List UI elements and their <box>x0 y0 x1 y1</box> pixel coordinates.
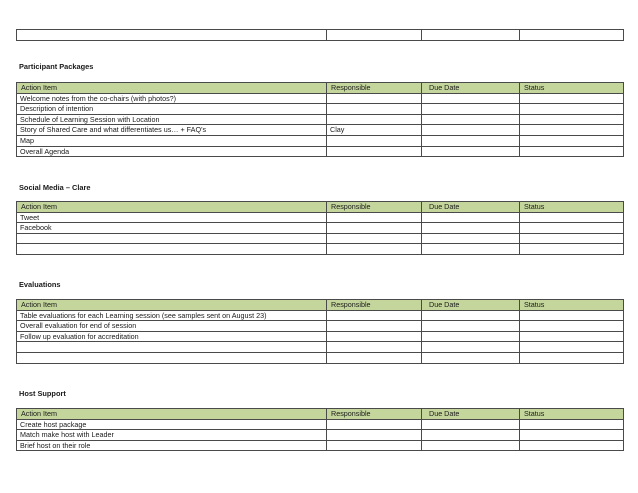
table-row <box>17 440 624 451</box>
due-date-cell <box>422 93 520 104</box>
table-row <box>17 233 624 244</box>
previous-table-tail <box>16 29 624 41</box>
action-item-cell: Story of Shared Care and what differentiates us… + FAQ’s <box>17 125 327 136</box>
responsible-cell <box>327 212 422 223</box>
table-cell <box>422 30 520 41</box>
header-status: Status <box>520 83 624 94</box>
due-date-cell <box>422 321 520 332</box>
responsible-cell <box>327 440 422 451</box>
action-item-cell: Brief host on their role <box>17 440 327 451</box>
status-cell <box>520 223 624 234</box>
table-row <box>17 146 624 157</box>
status-cell <box>520 419 624 430</box>
due-date-cell <box>422 331 520 342</box>
responsible-cell <box>327 342 422 353</box>
due-date-cell <box>422 223 520 234</box>
host-support-table <box>16 408 624 451</box>
responsible-cell <box>327 223 422 234</box>
action-item-cell: Tweet <box>17 212 327 223</box>
due-date-cell <box>422 430 520 441</box>
table-row <box>17 352 624 363</box>
action-item-cell <box>17 244 327 255</box>
action-item-cell: Create host package <box>17 419 327 430</box>
action-item-cell: Welcome notes from the co-chairs (with photos?) <box>17 93 327 104</box>
section-title-host-support: Host Support <box>19 389 66 398</box>
due-date-cell <box>422 135 520 146</box>
table-row <box>17 310 624 321</box>
evaluations-table <box>16 299 624 364</box>
status-cell <box>520 93 624 104</box>
table-header-row <box>17 202 624 213</box>
status-cell <box>520 440 624 451</box>
table-row <box>17 30 624 41</box>
header-responsible: Responsible <box>327 300 422 311</box>
header-due-date: Due Date <box>422 409 520 420</box>
status-cell <box>520 310 624 321</box>
due-date-cell <box>422 125 520 136</box>
action-item-cell: Overall evaluation for end of session <box>17 321 327 332</box>
status-cell <box>520 321 624 332</box>
table-row <box>17 223 624 234</box>
social-media-table <box>16 201 624 255</box>
table-row <box>17 419 624 430</box>
due-date-cell <box>422 212 520 223</box>
table-row <box>17 114 624 125</box>
action-item-cell <box>17 352 327 363</box>
header-action-item: Action Item <box>17 202 327 213</box>
responsible-cell <box>327 310 422 321</box>
table-row <box>17 342 624 353</box>
due-date-cell <box>422 310 520 321</box>
responsible-cell <box>327 146 422 157</box>
header-responsible: Responsible <box>327 409 422 420</box>
action-item-cell: Follow up evaluation for accreditation <box>17 331 327 342</box>
responsible-cell <box>327 135 422 146</box>
table-row <box>17 331 624 342</box>
table-row <box>17 135 624 146</box>
table-row <box>17 104 624 115</box>
due-date-cell <box>422 146 520 157</box>
due-date-cell <box>422 233 520 244</box>
status-cell <box>520 135 624 146</box>
responsible-cell <box>327 233 422 244</box>
status-cell <box>520 352 624 363</box>
status-cell <box>520 342 624 353</box>
header-status: Status <box>520 202 624 213</box>
header-action-item: Action Item <box>17 83 327 94</box>
action-item-cell: Schedule of Learning Session with Location <box>17 114 327 125</box>
responsible-cell <box>327 419 422 430</box>
status-cell <box>520 244 624 255</box>
table-header-row <box>17 300 624 311</box>
responsible-cell <box>327 352 422 363</box>
action-item-cell: Overall Agenda <box>17 146 327 157</box>
header-due-date: Due Date <box>422 300 520 311</box>
action-item-cell: Match make host with Leader <box>17 430 327 441</box>
table-row <box>17 125 624 136</box>
header-status: Status <box>520 409 624 420</box>
table-cell <box>520 30 624 41</box>
table-row <box>17 321 624 332</box>
status-cell <box>520 125 624 136</box>
header-due-date: Due Date <box>422 83 520 94</box>
due-date-cell <box>422 419 520 430</box>
responsible-cell <box>327 93 422 104</box>
responsible-cell <box>327 331 422 342</box>
table-row <box>17 212 624 223</box>
due-date-cell <box>422 244 520 255</box>
action-item-cell: Facebook <box>17 223 327 234</box>
due-date-cell <box>422 114 520 125</box>
header-responsible: Responsible <box>327 83 422 94</box>
section-title-social-media: Social Media – Clare <box>19 183 91 192</box>
table-row <box>17 430 624 441</box>
header-due-date: Due Date <box>422 202 520 213</box>
status-cell <box>520 146 624 157</box>
due-date-cell <box>422 104 520 115</box>
header-action-item: Action Item <box>17 409 327 420</box>
status-cell <box>520 331 624 342</box>
responsible-cell: Clay <box>327 125 422 136</box>
action-item-cell: Table evaluations for each Learning session (see samples sent on August 23) <box>17 310 327 321</box>
responsible-cell <box>327 244 422 255</box>
table-header-row <box>17 83 624 94</box>
header-responsible: Responsible <box>327 202 422 213</box>
responsible-cell <box>327 114 422 125</box>
responsible-cell <box>327 104 422 115</box>
section-title-participant-packages: Participant Packages <box>19 62 94 71</box>
table-row <box>17 244 624 255</box>
section-title-evaluations: Evaluations <box>19 280 61 289</box>
table-cell <box>17 30 327 41</box>
action-item-cell <box>17 342 327 353</box>
responsible-cell <box>327 321 422 332</box>
due-date-cell <box>422 352 520 363</box>
table-cell <box>327 30 422 41</box>
table-header-row <box>17 409 624 420</box>
responsible-cell <box>327 430 422 441</box>
participant-packages-table <box>16 82 624 157</box>
due-date-cell <box>422 440 520 451</box>
action-item-cell: Description of intention <box>17 104 327 115</box>
status-cell <box>520 212 624 223</box>
status-cell <box>520 233 624 244</box>
due-date-cell <box>422 342 520 353</box>
status-cell <box>520 104 624 115</box>
header-action-item: Action Item <box>17 300 327 311</box>
status-cell <box>520 430 624 441</box>
action-item-cell <box>17 233 327 244</box>
header-status: Status <box>520 300 624 311</box>
action-item-cell: Map <box>17 135 327 146</box>
table-row <box>17 93 624 104</box>
status-cell <box>520 114 624 125</box>
